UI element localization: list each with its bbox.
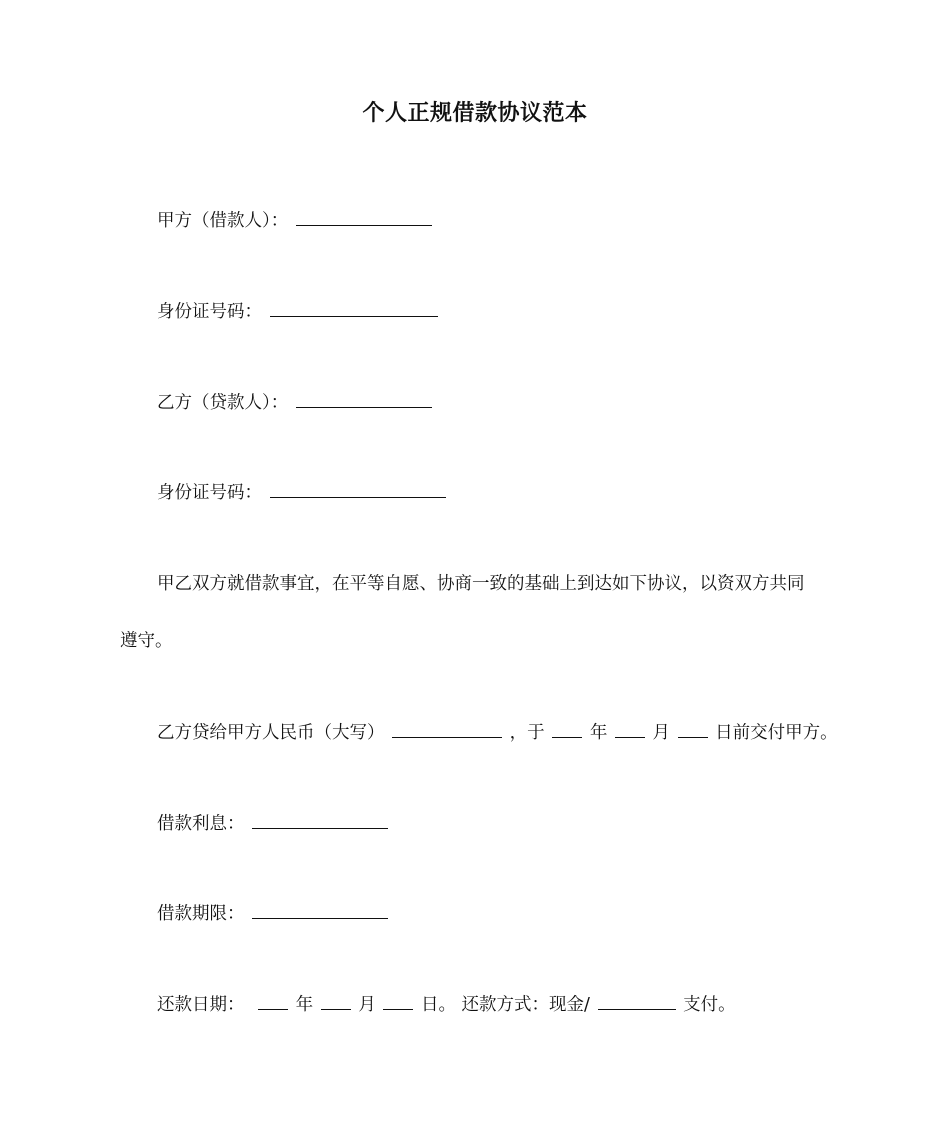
loan-amount-line <box>157 719 838 746</box>
party-b-label: 乙方（贷款人）： <box>157 393 289 413</box>
repay-year-text: 年 <box>295 995 314 1015</box>
loan-year-blank[interactable] <box>552 719 582 738</box>
loan-text-2: ，于 <box>509 723 545 743</box>
interest-line <box>157 810 390 837</box>
agreement-line-2: 遵守。 <box>120 631 173 651</box>
loan-month-blank[interactable] <box>615 719 645 738</box>
repay-month-text: 月 <box>358 995 376 1015</box>
repay-method-suffix: 支付。 <box>683 995 736 1015</box>
party-b-id-label: 身份证号码： <box>157 483 262 503</box>
term-blank[interactable] <box>252 900 388 919</box>
term-line <box>157 900 390 927</box>
loan-text-3: 年 <box>589 723 608 743</box>
agreement-line-1: 甲乙双方就借款事宜，在平等自愿、协商一致的基础上到达如下协议，以资双方共同 <box>157 574 805 594</box>
loan-day-blank[interactable] <box>678 719 708 738</box>
repayment-line <box>157 991 736 1018</box>
repay-date-label: 还款日期： <box>157 995 245 1015</box>
repay-day-blank[interactable] <box>383 991 413 1010</box>
party-a-line <box>157 207 434 234</box>
repay-month-blank[interactable] <box>321 991 351 1010</box>
repay-year-blank[interactable] <box>258 991 288 1010</box>
party-a-id-blank[interactable] <box>270 298 438 317</box>
interest-blank[interactable] <box>252 810 388 829</box>
party-a-blank[interactable] <box>296 207 432 226</box>
repay-method-label: 还款方式：现金/ <box>461 995 590 1015</box>
party-b-id-blank[interactable] <box>270 479 446 498</box>
loan-amount-blank[interactable] <box>392 719 502 738</box>
loan-text-5: 日前交付甲方。 <box>715 723 838 743</box>
repay-method-blank[interactable] <box>598 991 676 1010</box>
term-label: 借款期限： <box>157 904 245 924</box>
party-a-label: 甲方（借款人）： <box>157 211 289 231</box>
loan-text-1: 乙方贷给甲方人民币（大写） <box>157 723 385 743</box>
repay-day-text: 日。 <box>420 995 456 1015</box>
party-b-blank[interactable] <box>296 389 432 408</box>
loan-text-4: 月 <box>652 723 670 743</box>
party-b-line <box>157 389 434 416</box>
party-b-id-line <box>157 479 448 506</box>
party-a-id-label: 身份证号码： <box>157 302 262 322</box>
interest-label: 借款利息： <box>157 814 245 834</box>
party-a-id-line <box>157 298 440 325</box>
document-title: 个人正规借款协议范本 <box>362 101 588 126</box>
